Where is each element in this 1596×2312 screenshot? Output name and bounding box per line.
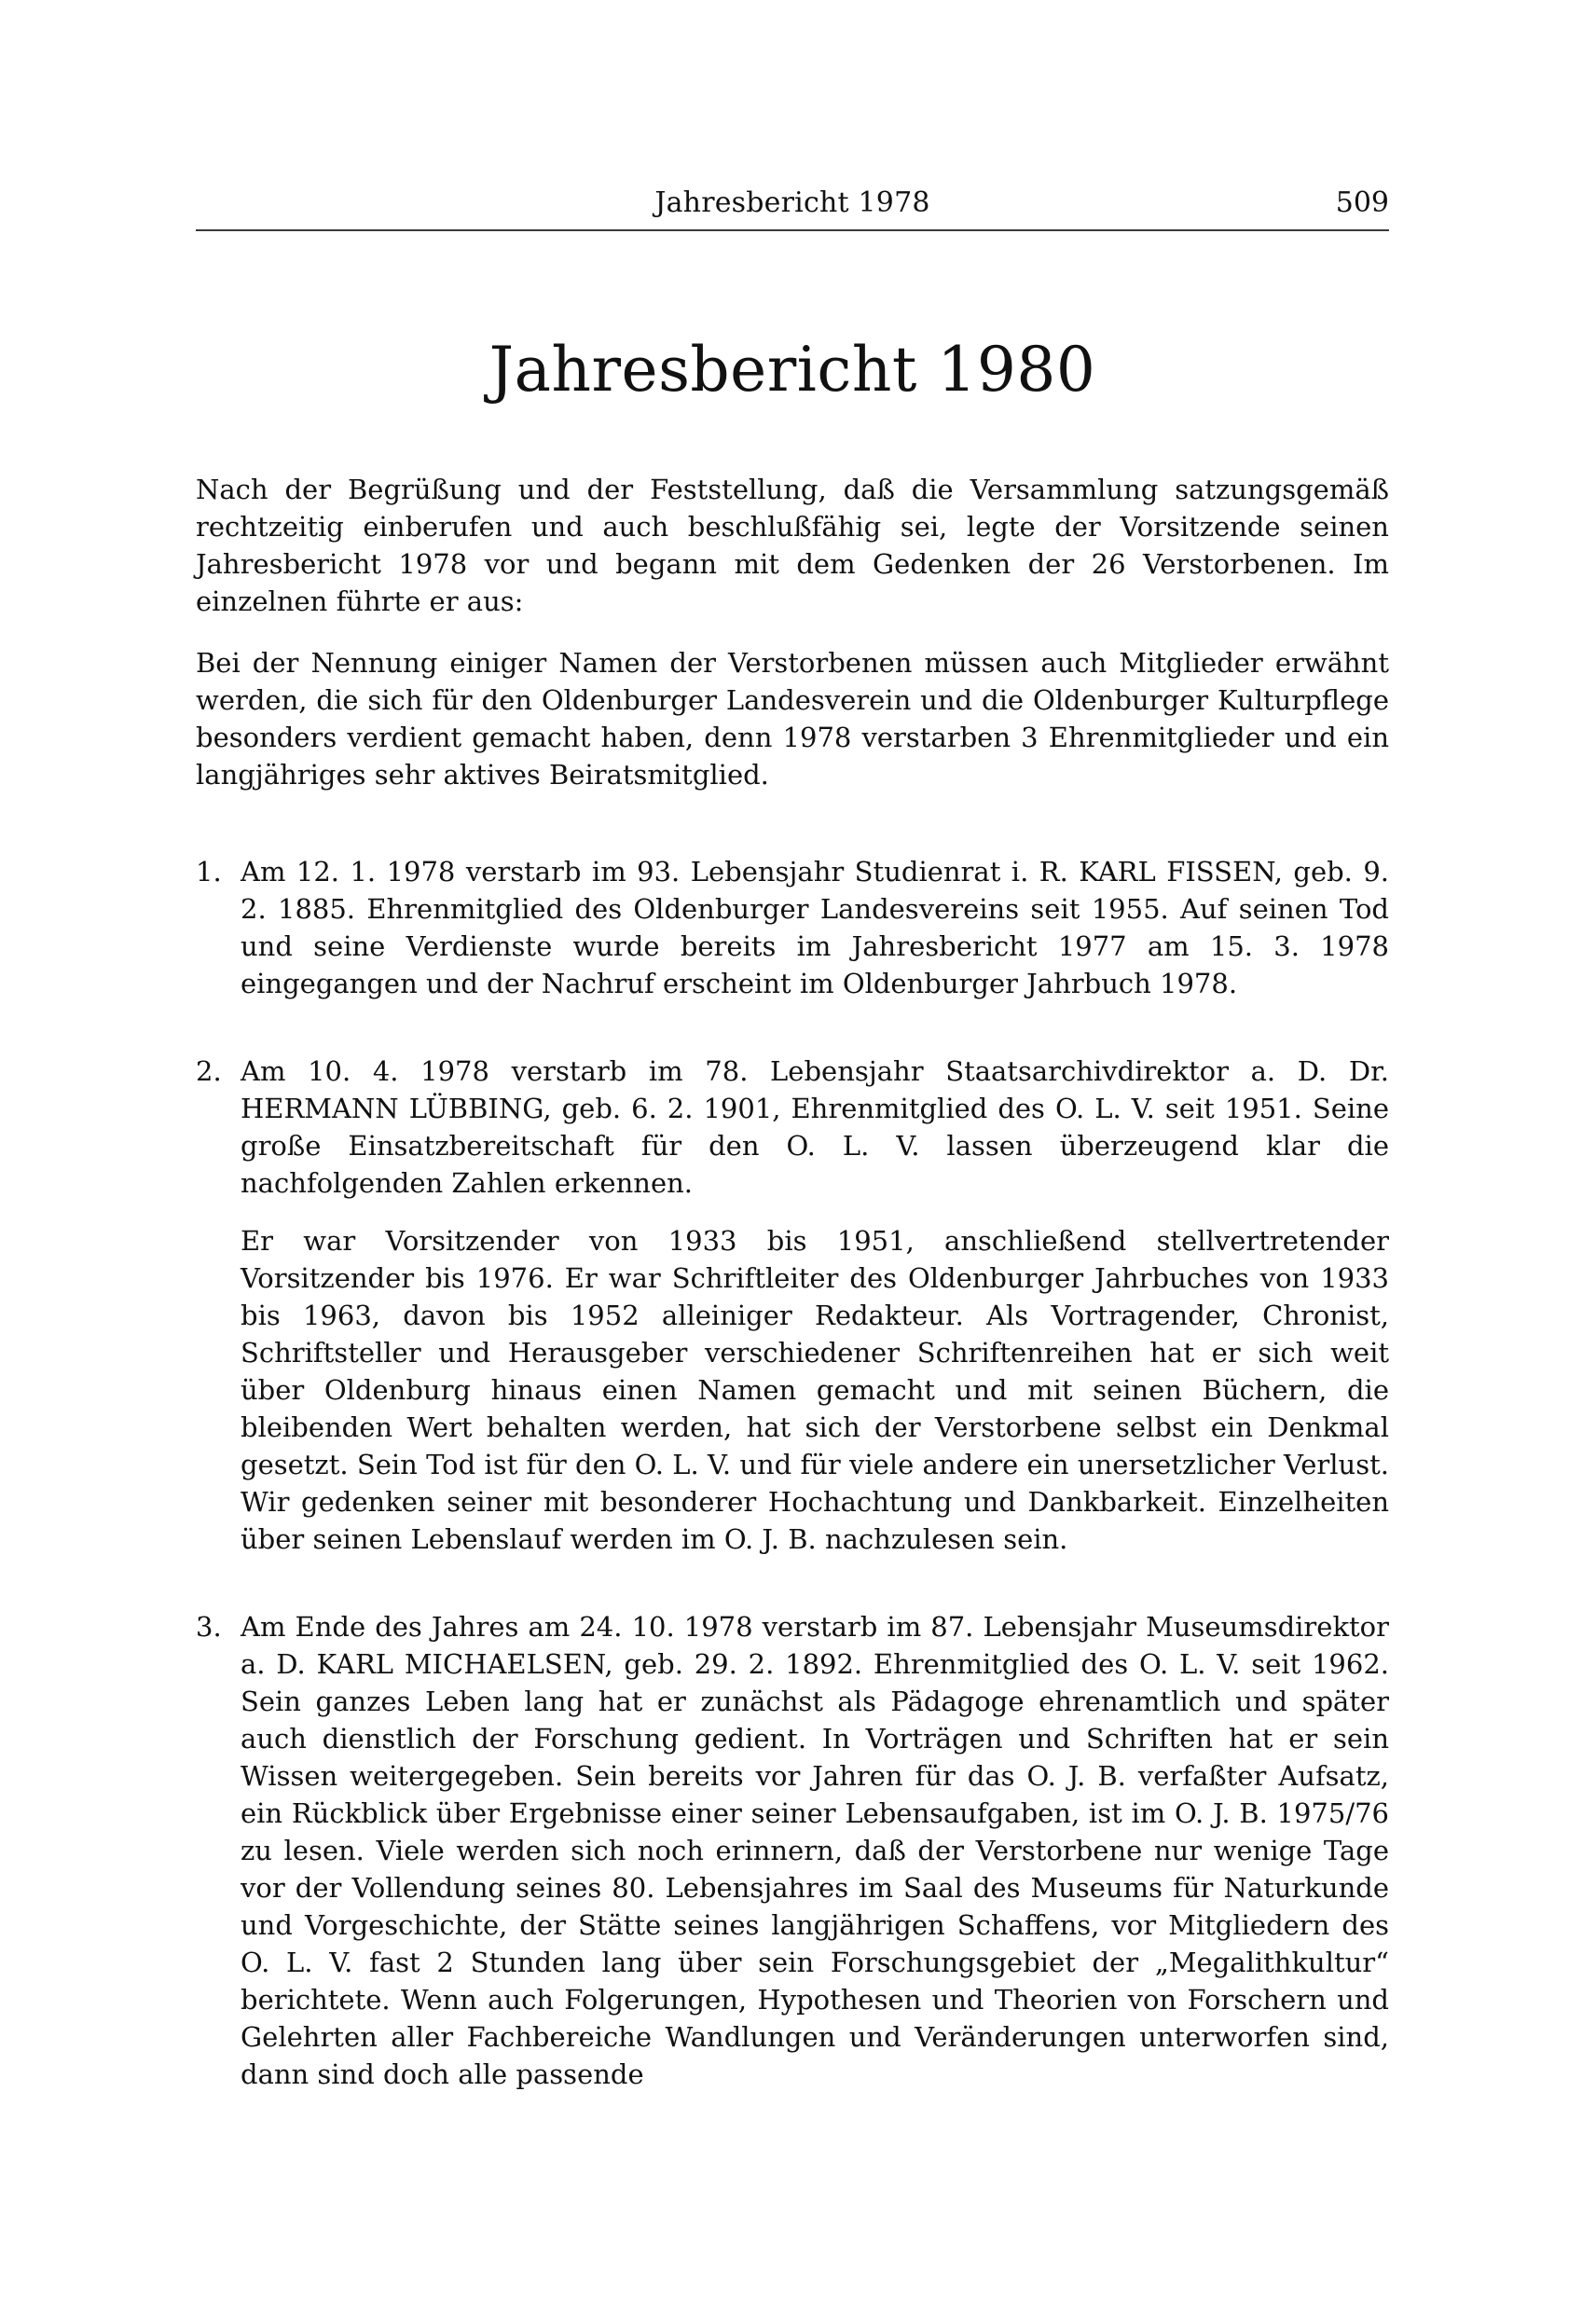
item-paragraph: Am 12. 1. 1978 verstarb im 93. Lebensjahr Studienrat i. R. KARL FISSEN, geb. 9. 2. 1885. Ehrenmitglied des Oldenburger Landesvereins seit 1955. Auf seinen Tod und seine Verdienste wurde bereits im Jahresbericht 1977 am 15. 3. 1978 eingegangen und der Nachruf erscheint im Oldenburger Jahrbuch 1978. <box>241 856 1389 999</box>
necrology-list <box>196 853 1389 2093</box>
page-number: 509 <box>1335 186 1389 219</box>
item-number: 3. <box>196 1611 222 1643</box>
list-item <box>196 1608 1389 2093</box>
list-item <box>196 853 1389 1002</box>
members-paragraph: Bei der Nennung einiger Namen der Verstorbenen müssen auch Mitglieder erwähnt werden, die sich für den Oldenburger Landesverein und die Oldenburger Kulturpflege besonders verdient gemacht haben, denn 1978 verstarben 3 Ehrenmitglieder und ein langjähriges sehr aktives Beiratsmitglied. <box>196 647 1389 791</box>
document-page <box>196 177 1389 2143</box>
item-paragraph: Er war Vorsitzender von 1933 bis 1951, anschließend stellvertretender Vorsitzender bis 1976. Er war Schriftleiter des Oldenburger Jahrbuches von 1933 bis 1963, davon bis 1952 alleiniger Redakteur. Als Vortragender, Chronist, Schriftsteller und Herausgeber verschiedener Schriftenreihen hat er sich weit über Oldenburg hinaus einen Namen gemacht und mit seinen Büchern, die bleibenden Wert behalten werden, hat sich der Verstorbene selbst ein Denkmal gesetzt. Sein Tod ist für den O. L. V. und für viele andere ein unersetzlicher Verlust. Wir gedenken seiner mit besonderer Hochachtung und Dankbarkeit. Einzelheiten über seinen Lebenslauf werden im O. J. B. nachzulesen sein. <box>241 1225 1389 1555</box>
running-title: Jahresbericht 1978 <box>654 186 930 219</box>
running-header <box>196 177 1389 229</box>
header-rule <box>196 229 1389 231</box>
item-number: 2. <box>196 1055 222 1087</box>
item-paragraph: Am Ende des Jahres am 24. 10. 1978 verstarb im 87. Lebensjahr Museumsdirektor a. D. KARL MICHAELSEN, geb. 29. 2. 1892. Ehrenmitglied des O. L. V. seit 1962. Sein ganzes Leben lang hat er zunächst als Pädagoge ehrenamtlich und später auch dienstlich der Forschung gedient. In Vorträgen und Schriften hat er sein Wissen weitergegeben. Sein bereits vor Jahren für das O. J. B. verfaßter Aufsatz, ein Rückblick über Ergebnisse einer seiner Lebensaufgaben, ist im O. J. B. 1975/76 zu lesen. Viele werden sich noch erinnern, daß der Verstorbene nur wenige Tage vor der Vollendung seines 80. Lebensjahres im Saal des Museums für Naturkunde und Vorgeschichte, der Stätte seines langjährigen Schaffens, vor Mitgliedern des O. L. V. fast 2 Stunden lang über sein Forschungsgebiet der „Megalithkultur“ berichtete. Wenn auch Folgerungen, Hypothesen und Theorien von Forschern und Gelehrten aller Fachbereiche Wandlungen und Veränderungen unterworfen sind, dann sind doch alle passende <box>241 1611 1389 2090</box>
intro-paragraph: Nach der Begrüßung und der Feststellung, daß die Versammlung satzungsgemäß rechtzeitig einberufen und auch beschlußfähig sei, legte der Vorsitzende seinen Jahresbericht 1978 vor und begann mit dem Gedenken der 26 Verstorbenen. Im einzelnen führte er aus: <box>196 474 1389 617</box>
document-body <box>196 471 1389 2093</box>
item-paragraph: Am 10. 4. 1978 verstarb im 78. Lebensjahr Staatsarchivdirektor a. D. Dr. HERMANN LÜBBING, geb. 6. 2. 1901, Ehrenmitglied des O. L. V. seit 1951. Seine große Einsatzbereitschaft für den O. L. V. lassen überzeugend klar die nachfolgenden Zahlen erkennen. <box>241 1055 1389 1199</box>
item-number: 1. <box>196 856 222 888</box>
list-item <box>196 1053 1389 1558</box>
document-title: Jahresbericht 1980 <box>488 334 1096 406</box>
